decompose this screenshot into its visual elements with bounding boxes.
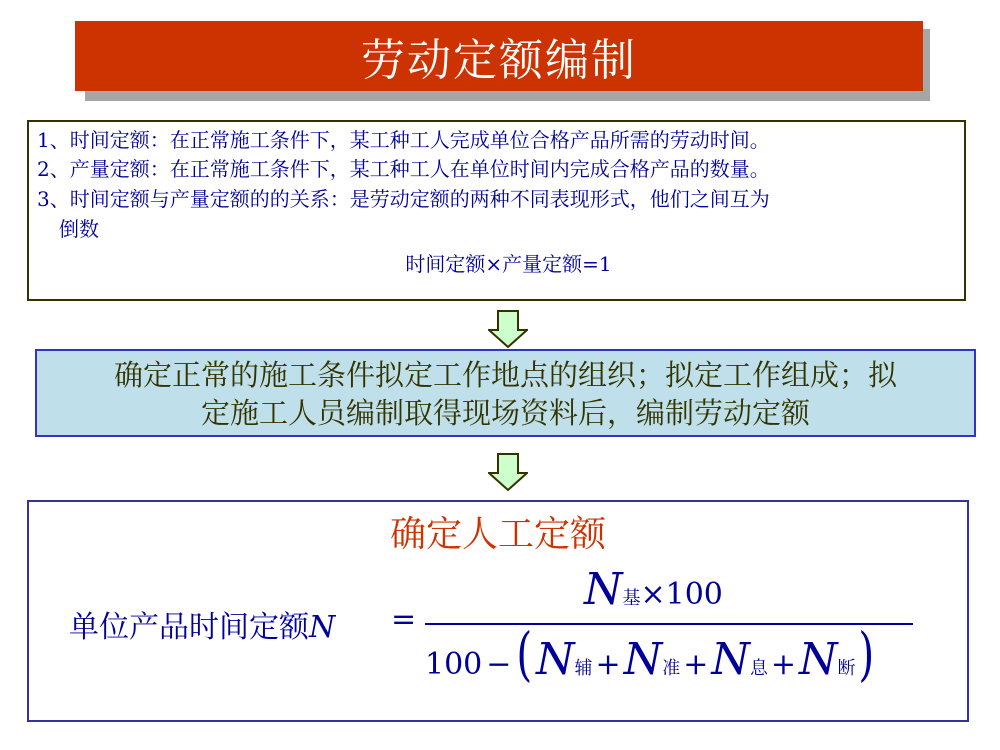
- title-bar: [75, 21, 923, 91]
- plus-sign: +: [683, 647, 709, 682]
- denominator-term-sub: 息: [749, 658, 768, 679]
- step-box: [35, 349, 976, 437]
- denominator-term-var: N: [623, 634, 663, 685]
- step-line-1: 确定正常的施工条件拟定工作地点的组织；拟定工作组成；拟: [113, 358, 897, 392]
- denominator-term-var: N: [798, 634, 838, 685]
- formula-lhs: [69, 602, 335, 646]
- reciprocal-formula: 时间定额×产量定额=1: [405, 252, 612, 276]
- numerator-times: ×100: [640, 577, 723, 612]
- denominator-const: 100: [425, 647, 483, 682]
- close-paren: ): [858, 620, 875, 688]
- plus-sign: +: [595, 647, 621, 682]
- labor-quota-box: [27, 500, 969, 722]
- definitions-box: [27, 120, 966, 301]
- denominator-term-var: N: [536, 634, 575, 685]
- formula-equals: =: [391, 602, 417, 637]
- denominator-term-sub: 辅: [574, 658, 593, 679]
- definition-relationship-text: 3、时间定额与产量定额的的关系：是劳动定额的两种不同表现形式，他们之间互为: [37, 187, 770, 211]
- plus-sign: +: [770, 647, 796, 682]
- definition-relationship: [37, 184, 958, 244]
- page-title: 劳动定额编制: [361, 35, 637, 86]
- numerator-sub: 基: [622, 588, 641, 609]
- definition-output-quota: 2、产量定额：在正常施工条件下，某工种工人在单位时间内完成合格产品的数量。: [37, 157, 770, 181]
- denominator-term-sub: 准: [662, 658, 681, 679]
- formula-numerator: [584, 564, 723, 615]
- formula-lhs-text: 单位产品时间定额: [69, 610, 309, 645]
- down-arrow-icon: [488, 310, 528, 348]
- denominator-minus: −: [486, 647, 512, 682]
- down-arrow-icon: [488, 453, 528, 491]
- denominator-term-sub: 断: [837, 658, 856, 679]
- formula-denominator: [425, 620, 878, 688]
- definition-relationship-cont: 倒数: [59, 217, 99, 241]
- labor-quota-title: 确定人工定额: [389, 514, 606, 555]
- denominator-term-var: N: [711, 634, 750, 685]
- open-paren: (: [516, 620, 533, 688]
- numerator-var: N: [584, 564, 623, 615]
- step-line-2: 定施工人员编制取得现场资料后，编制劳动定额: [200, 396, 810, 430]
- definition-time-quota: 1、时间定额：在正常施工条件下，某工种工人完成单位合格产品所需的劳动时间。: [37, 128, 770, 152]
- formula-lhs-var: N: [309, 610, 336, 645]
